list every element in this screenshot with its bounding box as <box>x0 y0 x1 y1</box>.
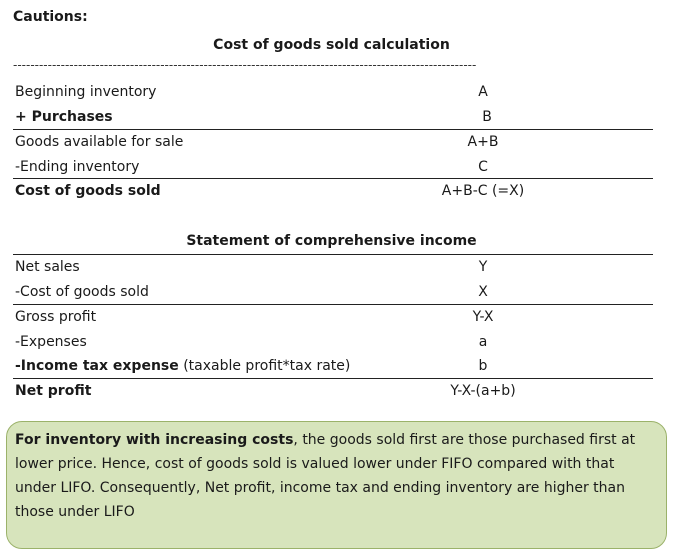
income-row-value: b <box>478 358 488 374</box>
cogs-section-title: Cost of goods sold calculation <box>213 37 450 53</box>
cogs-row-label: + Purchases <box>15 109 113 125</box>
fifo-note-body: , the goods sold first are those purchased first at lower price. Hence, cost of goods sold is valued lower under FIFO compared with that under LIFO. Consequently, Net profit, income tax and ending inventory are higher than those under LIFO <box>15 432 636 520</box>
net-profit-label: Net profit <box>15 383 92 399</box>
table-rule <box>13 178 653 179</box>
income-row-label: Net sales <box>15 259 80 275</box>
cogs-row-value: C <box>478 159 488 175</box>
income-tax-label-bold: -Income tax expense <box>15 358 179 374</box>
cogs-row-label: -Ending inventory <box>15 159 140 175</box>
income-row-label: Gross profit <box>15 309 97 325</box>
cogs-total-label: Cost of goods sold <box>15 183 161 199</box>
income-tax-label-extra: (taxable profit*tax rate) <box>178 358 351 374</box>
table-rule <box>13 378 653 379</box>
income-row-value: a <box>478 334 488 350</box>
cogs-row-value: A <box>478 84 488 100</box>
cogs-row-value: A+B <box>467 134 499 150</box>
net-profit-value: Y-X-(a+b) <box>450 383 516 399</box>
income-row-value: X <box>478 284 488 300</box>
table-rule <box>13 304 653 305</box>
income-row-value: Y-X <box>472 309 494 325</box>
cogs-row-value: B <box>482 109 492 125</box>
fifo-note-lead: For inventory with increasing costs <box>15 432 294 448</box>
cautions-heading: Cautions: <box>13 9 88 25</box>
cogs-row-label: Goods available for sale <box>15 134 184 150</box>
income-row-label: -Expenses <box>15 334 87 350</box>
table-rule <box>13 129 653 130</box>
income-row-value: Y <box>478 259 488 275</box>
table-rule <box>13 254 653 255</box>
cogs-row-label: Beginning inventory <box>15 84 157 100</box>
income-row-label: -Cost of goods sold <box>15 284 149 300</box>
income-section-title: Statement of comprehensive income <box>186 233 477 249</box>
fifo-note-text <box>15 428 655 524</box>
dashed-divider: ----------------------------------------------------------------------------------------------------------- <box>13 58 477 72</box>
income-tax-label <box>15 358 350 374</box>
cogs-total-value: A+B-C (=X) <box>441 183 525 199</box>
